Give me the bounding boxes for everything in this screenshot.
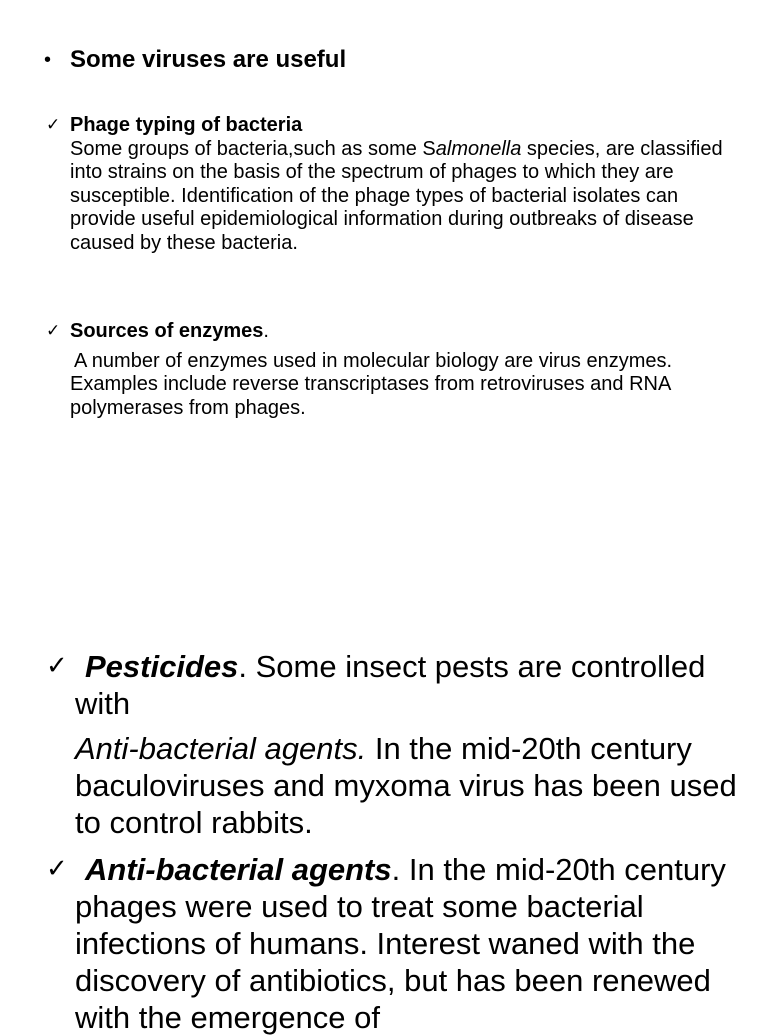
checkmark-icon: ✓ bbox=[46, 321, 61, 341]
anti-bacterial-agents-paragraph bbox=[46, 851, 746, 1036]
sources-of-enzymes-body: A number of enzymes used in molecular biology are virus enzymes. Examples include reverse transcriptases from retroviruses and RNA polymerases from phages. bbox=[70, 349, 673, 419]
sources-of-enzymes-title-text: Sources of enzymes bbox=[70, 320, 264, 342]
pesticides-lead: Pesticides bbox=[85, 649, 239, 684]
anti-bacterial-agents-text: . In the mid-20th century phages were used to treat some bacterial infections of humans. Interest waned with the discovery of antibiotics, but has been renewed with the emergence of bbox=[75, 852, 726, 1035]
phage-typing-item bbox=[46, 114, 736, 255]
slide-heading bbox=[44, 44, 346, 76]
checkmark-icon: ✓ bbox=[46, 651, 68, 681]
phage-typing-body bbox=[46, 138, 736, 256]
pesticides-paragraph bbox=[46, 648, 746, 722]
lower-slide bbox=[0, 600, 768, 1035]
anti-bacterial-agents-lead: Anti-bacterial agents bbox=[85, 852, 392, 887]
phage-typing-title: Phage typing of bacteria bbox=[70, 114, 303, 136]
pesticides-item bbox=[46, 648, 746, 841]
anti-bacterial-text: In the mid-20th century baculoviruses and myxoma virus has been used to control rabbits. bbox=[75, 731, 737, 840]
sources-of-enzymes-title bbox=[46, 320, 736, 344]
checkmark-icon: ✓ bbox=[46, 115, 61, 135]
phage-typing-body-start: Some groups of bacteria,such as some S bbox=[70, 137, 436, 160]
anti-bacterial-agents-item bbox=[46, 851, 746, 1036]
checkmark-icon: ✓ bbox=[46, 854, 68, 884]
salmonella-italic: almonella bbox=[435, 137, 522, 160]
anti-bacterial-italic: Anti-bacterial agents. bbox=[75, 731, 367, 766]
sources-of-enzymes-item bbox=[46, 320, 736, 420]
anti-bacterial-paragraph bbox=[46, 730, 746, 841]
pesticides-text: . Some insect pests are controlled with bbox=[75, 649, 706, 721]
bullet-icon: • bbox=[44, 49, 52, 71]
slide-heading-text: Some viruses are useful bbox=[70, 46, 347, 73]
phage-typing-body-end: species, are classified into strains on the basis of the spectrum of phages to which they are susceptible. Identification of the phage types of bacterial isolates can provide useful epidemiological information during outbreaks of disease caused by these bacteria. bbox=[70, 137, 723, 254]
title-period: . bbox=[263, 320, 269, 342]
